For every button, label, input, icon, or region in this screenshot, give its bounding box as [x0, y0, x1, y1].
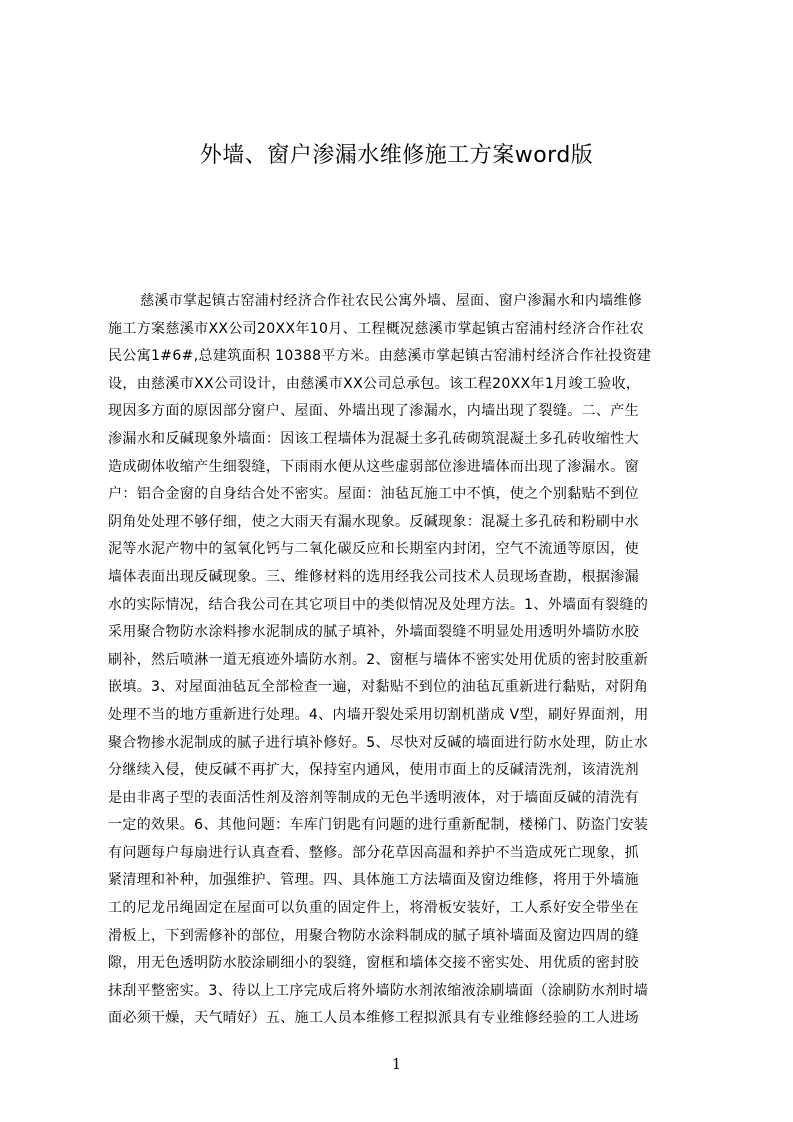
body-line: 聚合物掺水泥制成的腻子进行填补修好。5、尽快对反碱的墙面进行防水处理，防止水: [108, 734, 649, 751]
document-body: [108, 288, 698, 1027]
body-line: 嵌填。3、对屋面油毡瓦全部检查一遍，对黏贴不到位的油毡瓦重新进行黏贴，对阴角: [108, 679, 649, 696]
body-line: 处理不当的地方重新进行处理。4、内墙开裂处采用切割机凿成 V型，刷好界面剂，用: [108, 706, 649, 723]
body-line: 紧清理和补种，加强维护、管理。四、具体施工方法墙面及窗边维修，将用于外墙施: [108, 872, 639, 889]
body-line: 墙体表面出现反碱现象。三、维修材料的选用经我公司技术人员现场查勘，根据渗漏: [108, 568, 639, 585]
body-line: 滑板上，下到需修补的部位，用聚合物防水涂料制成的腻子填补墙面及窗边四周的缝: [108, 927, 639, 944]
body-line: 设，由慈溪市XX公司设计，由慈溪市XX公司总承包。该工程20XX年1月竣工验收，: [108, 375, 641, 392]
body-line: 工的尼龙吊绳固定在屋面可以负重的固定件上，将滑板安装好，工人系好安全带坐在: [108, 900, 639, 917]
body-line: 造成砌体收缩产生细裂缝，下雨雨水便从这些虚弱部位渗进墙体而出现了渗漏水。窗: [108, 458, 639, 475]
body-line: 慈溪市掌起镇古窑浦村经济合作社农民公寓外墙、屋面、窗户渗漏水和内墙维修: [140, 293, 643, 309]
body-line: 分继续入侵，使反碱不再扩大，保持室内通风，使用市面上的反碱清洗剂，该清洗剂: [108, 762, 639, 779]
body-line: 施工方案慈溪市XX公司20XX年10月、工程概况慈溪市掌起镇古窑浦村经济合作社农: [108, 320, 644, 337]
body-line: 是由非离子型的表面活性剂及溶剂等制成的无色半透明液体，对于墙面反碱的清洗有: [108, 789, 639, 806]
page-number: 1: [391, 1055, 402, 1073]
body-line: 面必须干燥，天气晴好）五、施工人员本维修工程拟派具有专业维修经验的工人进场: [108, 1010, 639, 1027]
body-line: 有问题每户每扇进行认真查看、整修。部分花草因高温和养护不当造成死亡现象，抓: [108, 844, 639, 861]
body-line: 民公寓1#6#,总建筑面积 10388平方米。由慈溪市掌起镇古窑浦村经济合作社投资建: [108, 348, 652, 365]
body-line: 泥等水泥产物中的氢氧化钙与二氧化碳反应和长期室内封闭，空气不流通等原因，使: [108, 541, 639, 558]
body-line: 阴角处处理不够仔细，使之大雨天有漏水现象。反碱现象：混凝土多孔砖和粉刷中水: [108, 513, 639, 530]
body-line: 隙，用无色透明防水胶涂刷细小的裂缝，窗框和墙体交接不密实处、用优质的密封胶: [108, 955, 639, 972]
body-line: 一定的效果。6、其他问题：车库门钥匙有问题的进行重新配制，楼梯门、防盗门安装: [108, 817, 649, 834]
body-line: 户：铝合金窗的自身结合处不密实。屋面：油毡瓦施工中不慎，使之个别黏贴不到位: [108, 486, 639, 503]
body-line: 水的实际情况，结合我公司在其它项目中的类似情况及处理方法。1、外墙面有裂缝的: [108, 596, 649, 613]
body-line: 抹刮平整密实。3、待以上工序完成后将外墙防水剂浓缩液涂刷墙面（涂刷防水剂时墙: [108, 982, 649, 999]
body-line: 刷补，然后喷淋一道无痕迹外墙防水剂。2、窗框与墙体不密实处用优质的密封胶重新: [108, 651, 649, 668]
document-title: 外墙、窗户渗漏水维修施工方案word版: [199, 143, 594, 168]
body-line: 渗漏水和反碱现象外墙面：因该工程墙体为混凝土多孔砖砌筑混凝土多孔砖收缩性大: [108, 430, 639, 447]
body-line: 采用聚合物防水涂料掺水泥制成的腻子填补，外墙面裂缝不明显处用透明外墙防水胶: [108, 624, 639, 641]
body-line: 现因多方面的原因部分窗户、屋面、外墙出现了渗漏水，内墙出现了裂缝。二、产生: [108, 403, 639, 420]
